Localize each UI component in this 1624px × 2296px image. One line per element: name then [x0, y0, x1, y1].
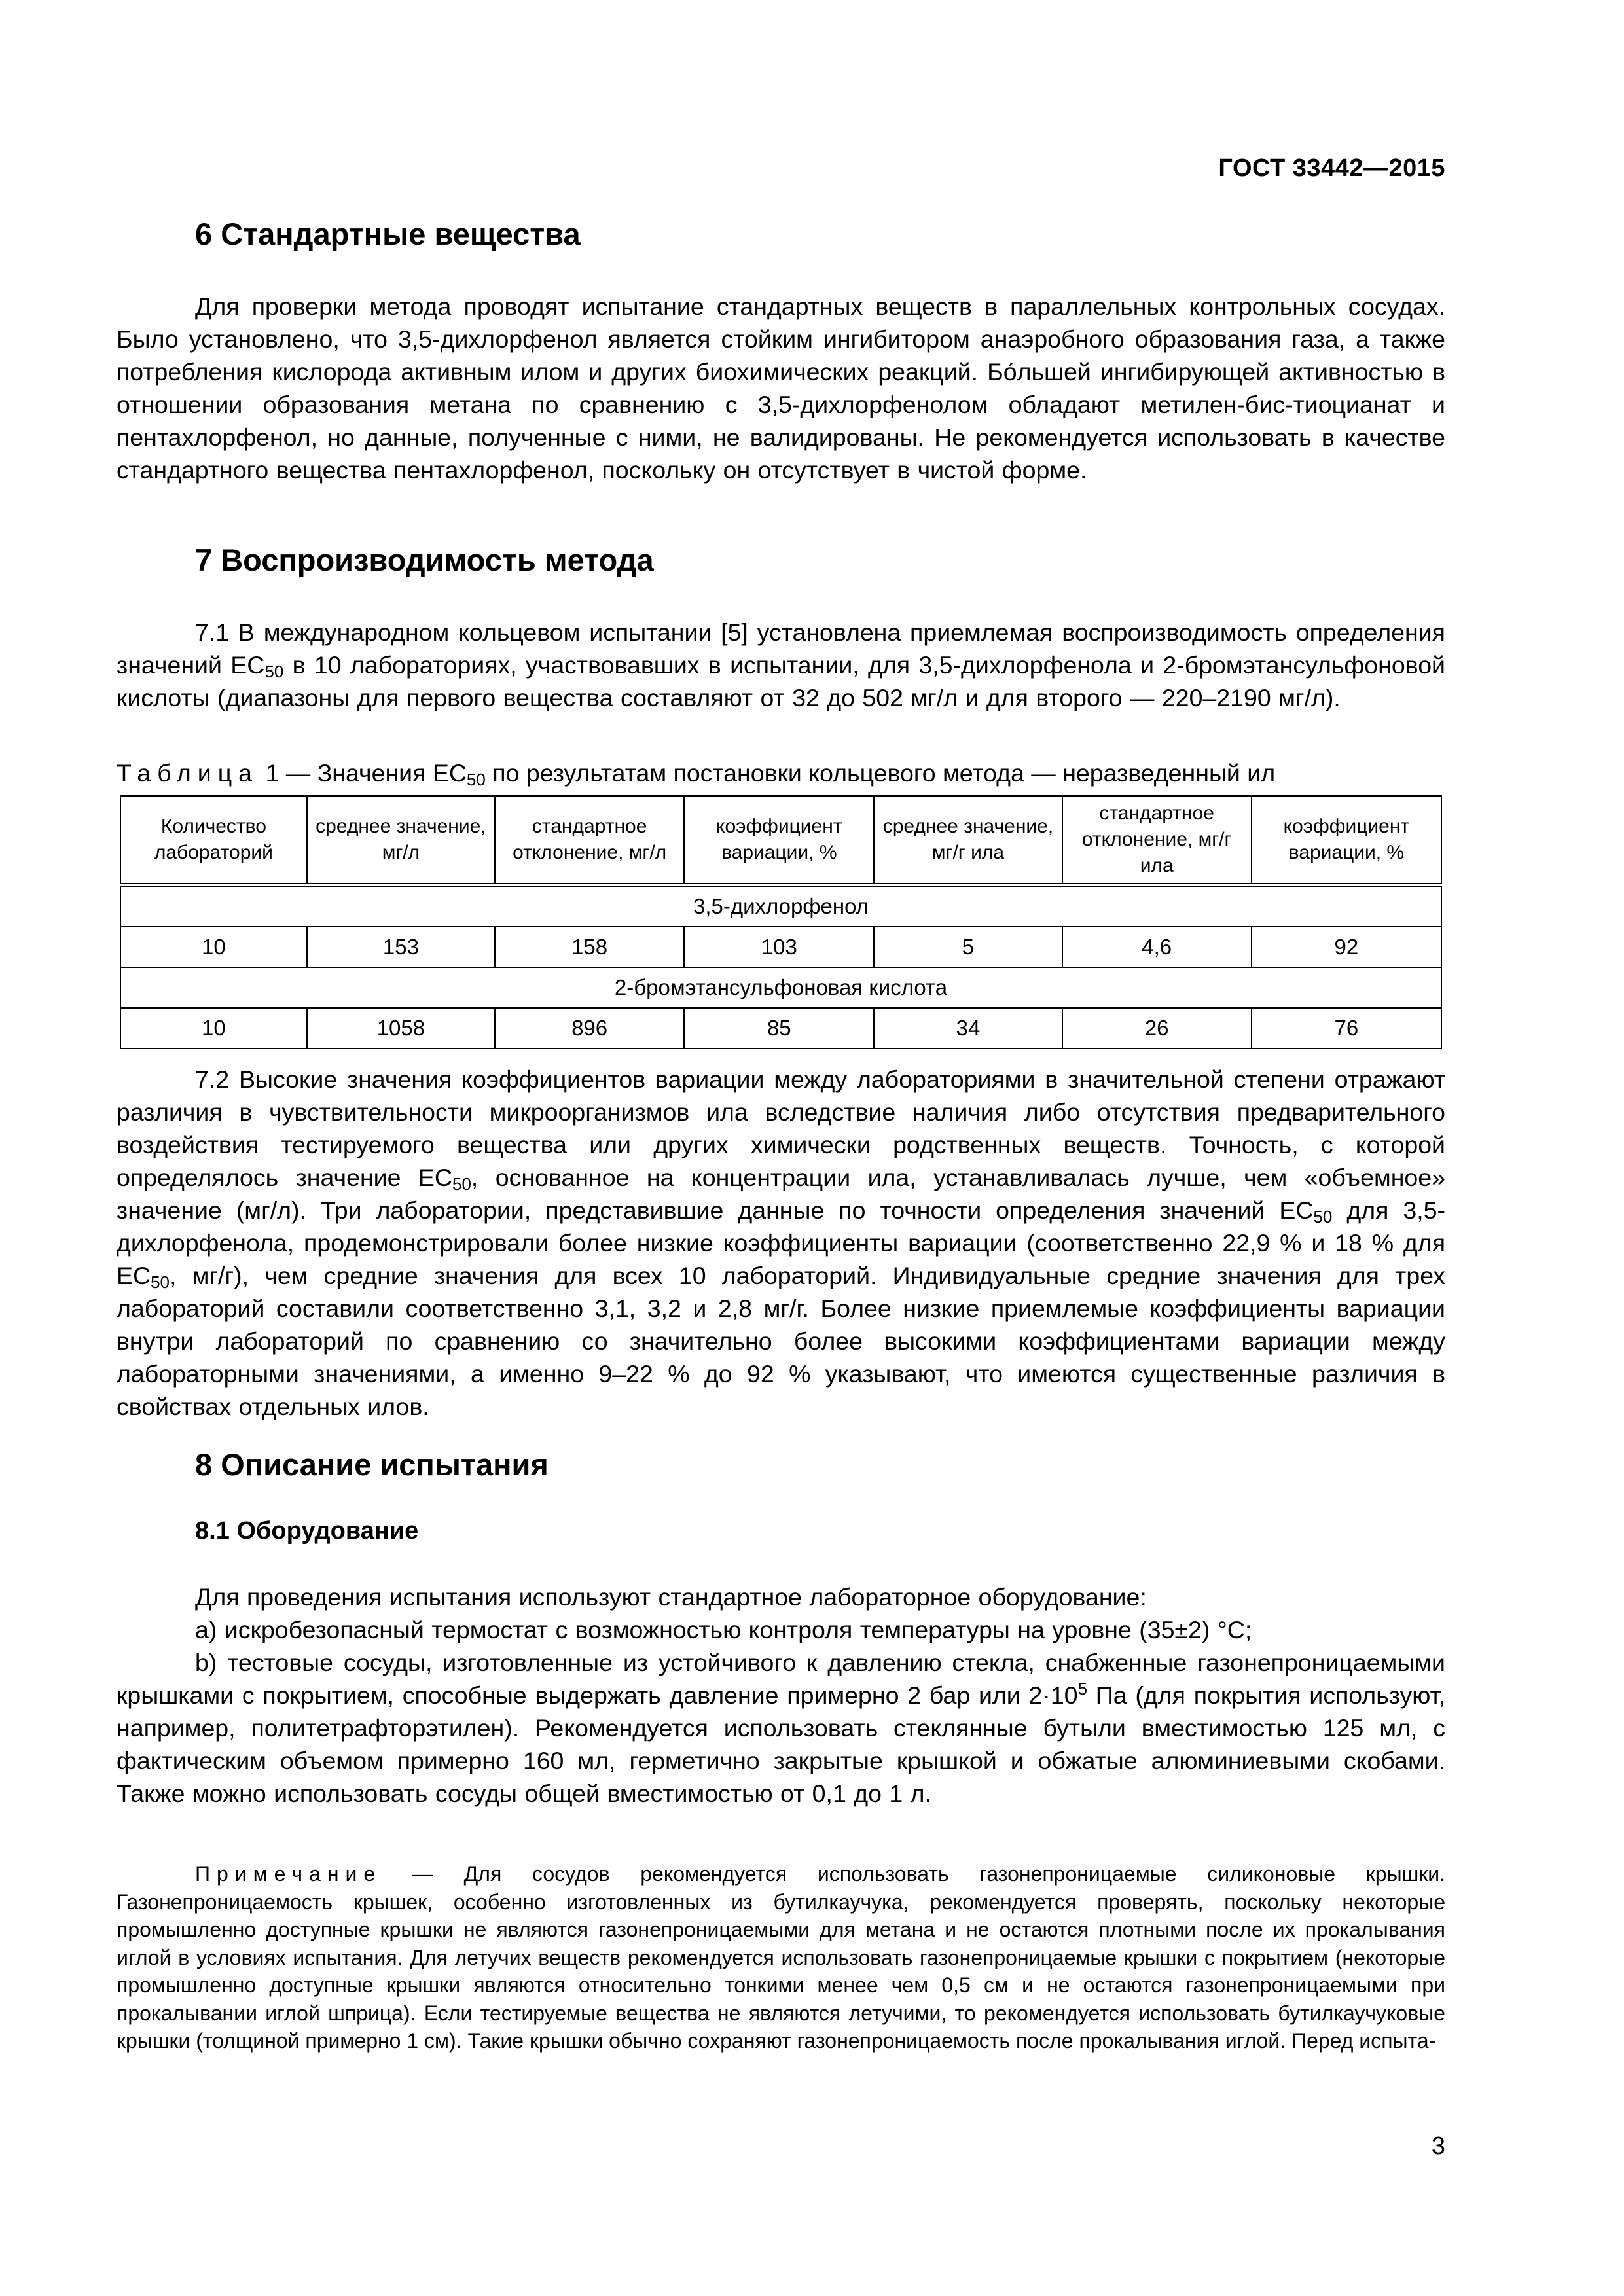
- table-cell: 34: [874, 1008, 1062, 1049]
- section-7-title: 7 Воспроизводимость метода: [195, 543, 654, 577]
- section-6-title: 6 Стандартные вещества: [195, 217, 581, 251]
- table-group-row: [120, 967, 1441, 1008]
- page-number: 3: [1431, 2132, 1445, 2160]
- equipment-item-b: b) тестовые сосуды, изготовленные из устойчивого к давлению стекла, снабженные газонепроницаемыми крышками с покрытием, способные выдержать давление примерно 2 бар или $2\cdot 10^5$ Па (для покрытия используют, например, политетрафторэтилен). Рекомендуется использовать стеклянные бутыли вместимостью 125 мл, с фактическим объемом примерно 160 мл, герметично закрытые крышкой и обжатые алюминиевыми скобами. Также можно использовать сосуды общей вместимостью от 0,1 до 1 л.: [117, 1649, 1445, 1807]
- table-cell: 153: [307, 927, 495, 967]
- section-6-paragraph: Для проверки метода проводят испытание стандартных веществ в параллельных контрольных сосудах. Было установлено, что 3,5-дихлорфенол является стойким ингибитором анаэробного образования газа, а также потребления кислорода активным илом и других биохимических реакций. Бо́льшей ингибирующей активностью в отношении образования метана по сравнению с 3,5-дихлорфенолом обладают метилен-бис-тиоцианат и пентахлорфенол, но данные, полученные с ними, не валидированы. Не рекомендуется использовать в качестве стандартного вещества пентахлорфенол, поскольку он отсутствует в чистой форме.: [117, 293, 1445, 484]
- table-cell: 92: [1252, 927, 1441, 967]
- table-cell: 158: [495, 927, 684, 967]
- table-header-row: [120, 796, 1441, 885]
- section-8-title: 8 Описание испытания: [195, 1447, 549, 1482]
- note: Примечание — Для сосудов рекомендуется использовать газонепроницаемые силиконовые крышки. Газонепроницаемость крышек, особенно изготовленных из бутилкаучука, рекомендуется проверять, поскольку некоторые промышленно доступные крышки не являются газонепроницаемыми для метана и не остаются плотными после их прокалывания иглой в условиях испытания. Для летучих веществ рекомендуется использовать газонепроницаемые крышки с покрытием (некоторые промышленно доступные крышки являются относительно тонкими менее чем 0,5 см и не остаются газонепроницаемыми при прокалывании иглой шприца). Если тестируемые вещества не являются летучими, то рекомендуется использовать бутилкаучуковые крышки (толщиной примерно 1 см). Такие крышки обычно сохраняют газонепроницаемость после прокалывания иглой. Перед испыта-: [117, 1862, 1445, 2053]
- table-header-cell: среднее значение, мг/г ила: [874, 796, 1062, 885]
- group-name: 3,5-дихлорфенол: [120, 885, 1441, 927]
- table-header-cell: коэффициент вариации, %: [1252, 796, 1441, 885]
- equipment-item-a: a) искробезопасный термостат с возможностью контроля температуры на уровне (35±2) °С;: [195, 1616, 1252, 1643]
- table-cell: 76: [1252, 1008, 1441, 1049]
- table-cell: 103: [684, 927, 874, 967]
- table-caption: Таблица 1 — Значения $EC_{50}$ по результатам постановки кольцевого метода — неразведенный ил: [117, 759, 1276, 789]
- results-table: [120, 795, 1442, 1049]
- equipment-intro: Для проведения испытания используют стандартное лабораторное оборудование:: [195, 1583, 1147, 1611]
- table-cell: 896: [495, 1008, 684, 1049]
- table-cell: 5: [874, 927, 1062, 967]
- table-row: [120, 927, 1441, 967]
- table-cell: 10: [120, 927, 307, 967]
- subsection-8-1-title: 8.1 Оборудование: [195, 1517, 419, 1545]
- table-group-row: [120, 885, 1441, 927]
- table-header-cell: коэффициент вариации, %: [684, 796, 874, 885]
- table-header-cell: стандартное отклонение, мг/л: [495, 796, 684, 885]
- table-cell: 26: [1062, 1008, 1252, 1049]
- table-header-cell: среднее значение, мг/л: [307, 796, 495, 885]
- table-cell: 85: [684, 1008, 874, 1049]
- group-name: 2-бромэтансульфоновая кислота: [120, 967, 1441, 1008]
- table-cell: 1058: [307, 1008, 495, 1049]
- table-header-cell: Количество лабораторий: [120, 796, 307, 885]
- table-header-cell: стандартное отклонение, мг/г ила: [1062, 796, 1252, 885]
- table-row: [120, 1008, 1441, 1049]
- document-header: ГОСТ 33442—2015: [1218, 154, 1445, 182]
- table-cell: 4,6: [1062, 927, 1252, 967]
- table-caption-label: Таблица: [117, 759, 259, 787]
- paragraph-7-2: 7.2 Высокие значения коэффициентов вариации между лабораториями в значительной степени отражают различия в чувствительности микроорганизмов ила вследствие наличия либо отсутствия предварительного воздействия тестируемого вещества или других химически родственных веществ. Точность, с которой определялось значение $EC_{50}$, основанное на концентрации ила, устанавливалась лучше, чем «объемное» значение (мг/л). Три лаборатории, представившие данные по точности определения значений $EC_{50}$ для 3,5-дихлорфенола, продемонстрировали более низкие коэффициенты вариации (соответственно 22,9 % и 18 % для $EC_{50}$, мг/г), чем средние значения для всех 10 лабораторий. Индивидуальные средние значения для трех лабораторий составили соответственно 3,1, 3,2 и 2,8 мг/г. Более низкие приемлемые коэффициенты вариации внутри лабораторий по сравнению со значительно более высокими коэффициентами вариации между лабораторными значениями, а именно 9–22 % до 92 % указывают, что имеются существенные различия в свойствах отдельных илов.: [117, 1066, 1445, 1420]
- table-cell: 10: [120, 1008, 307, 1049]
- paragraph-7-1: 7.1 В международном кольцевом испытании [5] установлена приемлемая воспроизводимость определения значений $EC_{50}$ в 10 лабораториях, участвовавших в испытании, для 3,5-дихлорфенола и 2-бромэтансульфоновой кислоты (диапазоны для первого вещества составляют от 32 до 502 мг/л и для второго — 220–2190 мг/л).: [117, 619, 1445, 711]
- note-label: Примечание: [195, 1862, 382, 1886]
